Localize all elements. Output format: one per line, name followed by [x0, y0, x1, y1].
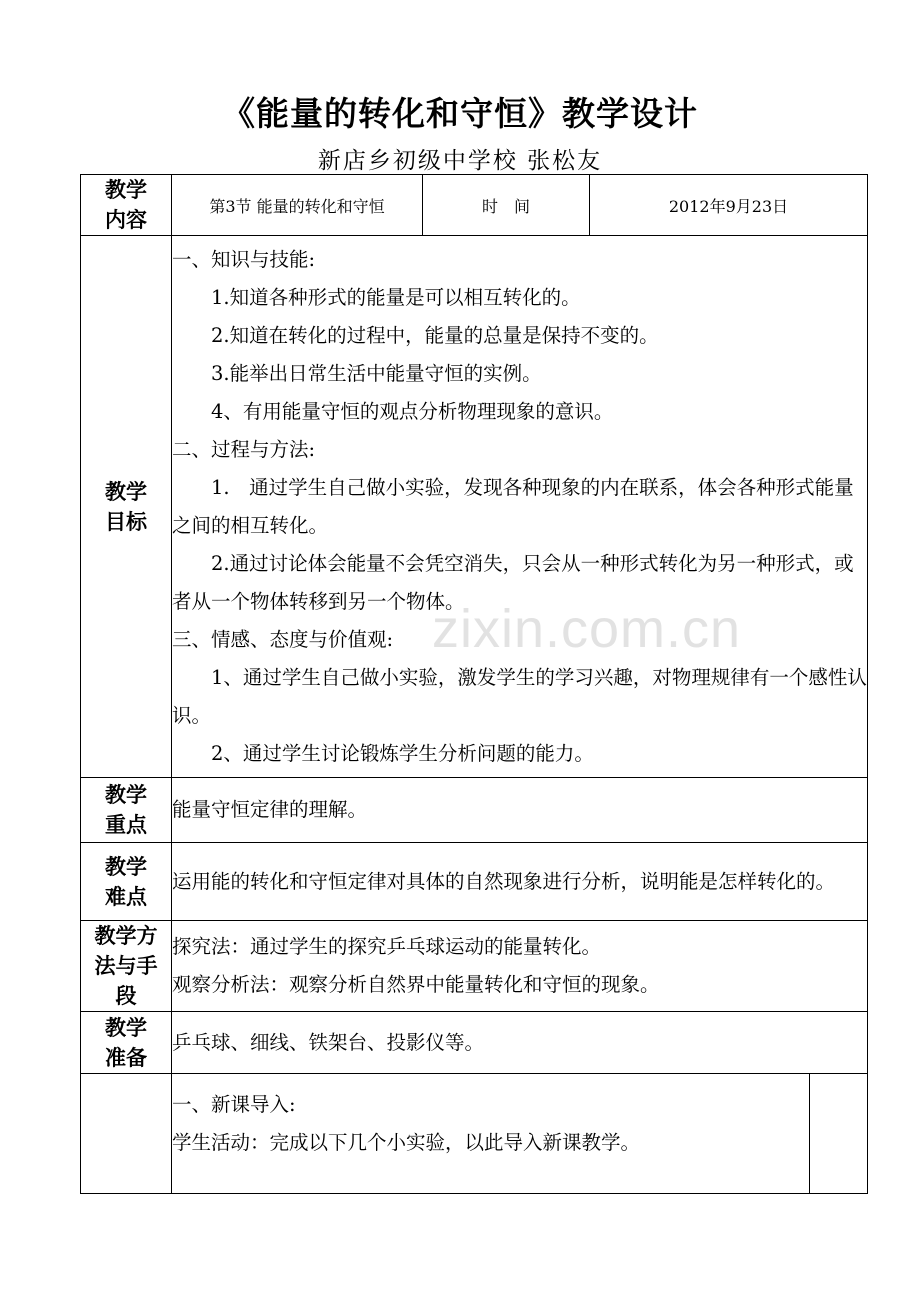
time-label: 时 间 [423, 175, 590, 236]
process-notes [810, 1074, 868, 1194]
goal-item: 1、通过学生自己做小实验，激发学生的学习兴趣，对物理规律有一个感性认识。 [172, 665, 867, 727]
methods-content: 探究法：通过学生的探究乒乓球运动的能量转化。 观察分析法：观察分析自然界中能量转化和守恒的现象。 [172, 921, 868, 1012]
process-content: 一、新课导入: 学生活动：完成以下几个小实验，以此导入新课教学。 [172, 1074, 810, 1194]
goal-heading: 二、过程与方法: [172, 437, 316, 461]
focus-label: 教学 重点 [81, 778, 172, 843]
lesson-plan-table [80, 174, 868, 1194]
focus-row [81, 778, 868, 843]
goals-row [81, 236, 868, 778]
difficulty-label: 教学 难点 [81, 843, 172, 921]
content-label: 教学 内容 [81, 175, 172, 236]
goal-item: 3.能举出日常生活中能量守恒的实例。 [211, 361, 542, 385]
prep-label: 教学 准备 [81, 1012, 172, 1074]
goal-item: 2.通过讨论体会能量不会凭空消失，只会从一种形式转化为另一种形式，或者从一个物体转移到另一个物体。 [172, 551, 854, 613]
watermark: zixin.com.cn [432, 599, 742, 659]
goal-item: 1.知道各种形式的能量是可以相互转化的。 [211, 285, 581, 309]
author-line: 新店乡初级中学校 张松友 [317, 148, 603, 174]
lesson-date: 2012年9月23日 [590, 175, 868, 236]
prep-row [81, 1012, 868, 1074]
difficulty-content: 运用能的转化和守恒定律对具体的自然现象进行分析，说明能是怎样转化的。 [172, 843, 868, 921]
process-row [81, 1074, 868, 1194]
goals-label: 教学 目标 [81, 236, 172, 778]
difficulty-row [81, 843, 868, 921]
goal-heading: 一、知识与技能: [172, 247, 316, 271]
prep-content: 乒乓球、细线、铁架台、投影仪等。 [172, 1012, 868, 1074]
focus-content: 能量守恒定律的理解。 [172, 778, 868, 843]
content-row [81, 175, 868, 236]
process-label [81, 1074, 172, 1194]
document-title: 《能量的转化和守恒》教学设计 [222, 94, 698, 133]
goal-item: 1. 通过学生自己做小实验，发现各种现象的内在联系，体会各种形式能量之间的相互转化。 [172, 475, 854, 537]
goal-heading: 三、情感、态度与价值观: [172, 627, 394, 651]
goal-item: 2、通过学生讨论锻炼学生分析问题的能力。 [211, 741, 594, 765]
goal-item: 4、有用能量守恒的观点分析物理现象的意识。 [211, 399, 614, 423]
methods-row [81, 921, 868, 1012]
goals-content [172, 236, 868, 778]
lesson-section: 第3节 能量的转化和守恒 [172, 175, 423, 236]
goal-item: 2.知道在转化的过程中，能量的总量是保持不变的。 [211, 323, 659, 347]
methods-label: 教学方 法与手 段 [81, 921, 172, 1012]
